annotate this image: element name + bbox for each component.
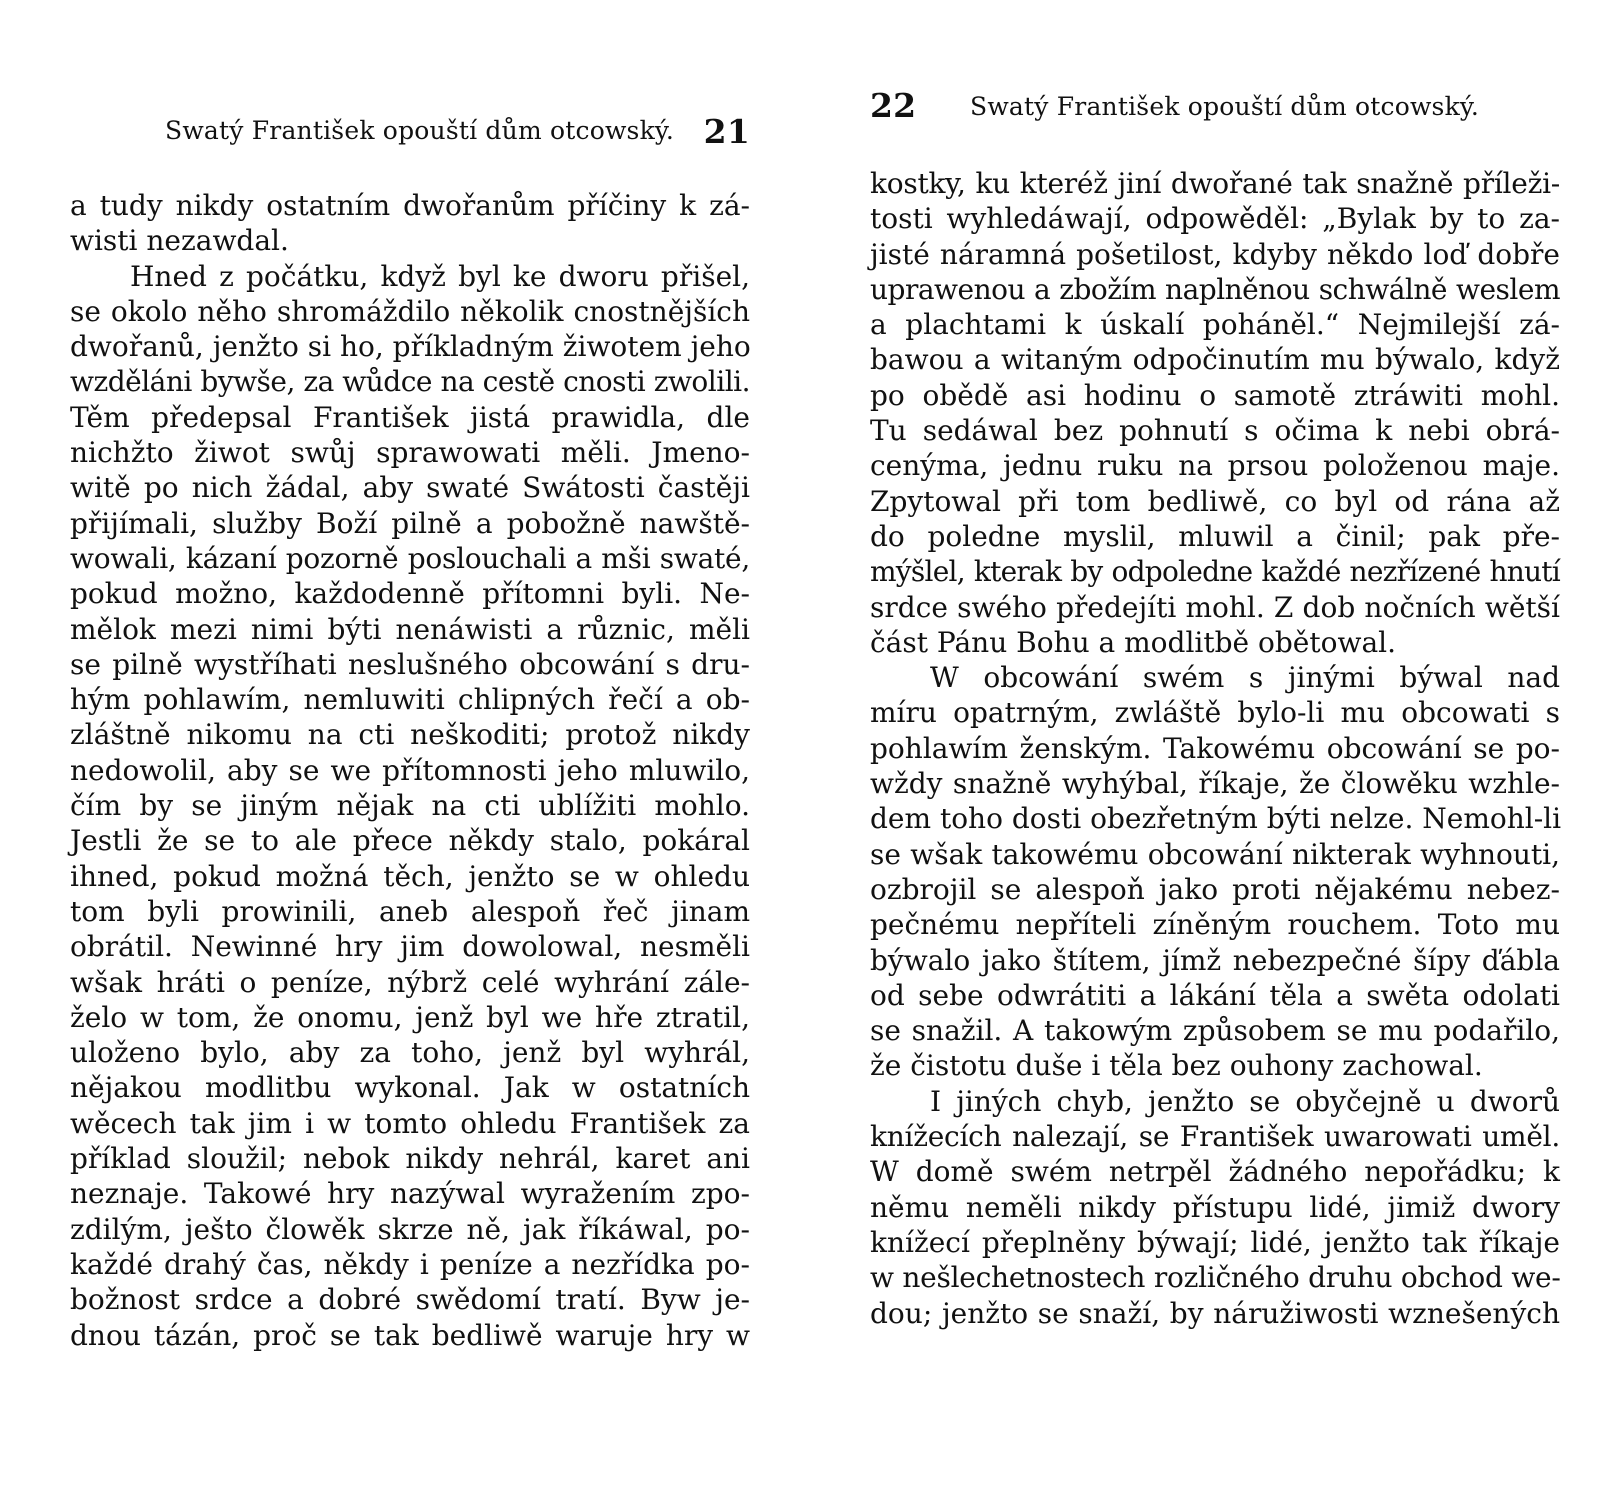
text-line: část Pánu Bohu a modlitbě obětowal. bbox=[870, 625, 1396, 659]
text-line: býwalo jako štítem, jímž nebezpečné šípy ďábla bbox=[870, 943, 1560, 977]
text-line: wždy snažně wyhýbal, říkaje, že člowěku wzhle- bbox=[870, 767, 1560, 801]
text-line: knížecích nalezají, se František uwarowati uměl. bbox=[870, 1120, 1560, 1154]
body-text bbox=[70, 188, 750, 1353]
text-line: bawou a witaným odpočinutím mu býwalo, když bbox=[870, 343, 1560, 377]
text-line: a tudy nikdy ostatním dwořanům příčiny k zá- bbox=[70, 189, 750, 222]
text-line: Hned z počátku, když byl ke dworu přišel, bbox=[130, 259, 750, 293]
page-number: 21 bbox=[703, 112, 750, 151]
text-line: dwořanů, jenžto si ho, příkladným žiwotem jeho bbox=[70, 330, 751, 364]
text-line: ozbrojil se alespoň jako proti nějakému nebez- bbox=[870, 872, 1560, 906]
text-line: se pilně wystříhati neslušného obcowání s dru- bbox=[70, 647, 750, 681]
text-line: W obcowání swém s jinými býwal nad bbox=[930, 661, 1560, 695]
right-page bbox=[870, 0, 1560, 1500]
text-line: wisti nezawdal. bbox=[70, 224, 289, 258]
text-line: witě po nich žádal, aby swaté Swátosti častěji bbox=[70, 471, 750, 505]
text-line: čím by se jiným nějak na cti ublížiti mohlo. bbox=[70, 789, 750, 823]
text-line: hým pohlawím, nemluwiti chlipných řečí a ob- bbox=[70, 683, 750, 717]
text-line: mýšlel, kterak by odpoledne každé nezřízené hnutí bbox=[870, 555, 1560, 589]
text-line: uprawenou a zbožím naplněnou schwálně weslem bbox=[870, 272, 1560, 306]
left-page bbox=[70, 0, 750, 1500]
text-line: Zpytowal při tom bedliwě, co byl od rána až bbox=[870, 484, 1560, 518]
text-line: se wšak takowému obcowání nikterak wyhnouti, bbox=[870, 837, 1560, 871]
text-line: W domě swém netrpěl žádného nepořádku; k bbox=[870, 1155, 1560, 1189]
text-line: wowali, kázaní pozorně poslouchali a mši swaté, bbox=[70, 541, 750, 575]
text-line: Tu sedáwal bez pohnutí s očima k nebi obrá- bbox=[870, 414, 1560, 448]
text-line: po obědě asi hodinu o samotě ztráwiti mohl. bbox=[870, 378, 1560, 412]
text-line: zláštně nikomu na cti neškoditi; protož nikdy bbox=[70, 718, 750, 752]
page-number: 22 bbox=[870, 86, 917, 125]
text-line: Těm předepsal František jistá prawidla, dle bbox=[70, 400, 750, 434]
text-line: pečnému nepříteli zíněným rouchem. Toto mu bbox=[870, 908, 1560, 942]
text-line: nedowolil, aby se we přítomnosti jeho mluwilo, bbox=[70, 753, 750, 787]
text-line: zdilým, ješto člowěk skrze ně, jak říkáwal, po- bbox=[70, 1212, 750, 1246]
text-line: tosti wyhledáwají, odpowěděl: „Bylak by to za- bbox=[870, 202, 1560, 236]
text-line: obrátil. Newinné hry jim dowolowal, nesměli bbox=[70, 930, 750, 964]
text-line: a plachtami k úskalí poháněl.“ Nejmilejší zá- bbox=[870, 308, 1560, 342]
text-line: wzděláni bywše, za wůdce na cestě cnosti zwolili. bbox=[70, 365, 750, 399]
text-line: od sebe odwrátiti a lákání těla a swěta odolati bbox=[870, 978, 1560, 1012]
text-line: božnost srdce a dobré swědomí tratí. Byw je- bbox=[70, 1283, 750, 1317]
text-line: míru opatrným, zwláště bylo-li mu obcowati s bbox=[870, 696, 1560, 730]
text-line: knížecí přeplněny býwají; lidé, jenžto tak říkaje bbox=[870, 1225, 1560, 1259]
text-line: uloženo bylo, aby za toho, jenž byl wyhrál, bbox=[70, 1036, 750, 1070]
text-line: dnou tázán, proč se tak bedliwě waruje hry w bbox=[70, 1318, 750, 1352]
text-line: že čistotu duše i těla bez ouhony zachowal. bbox=[870, 1049, 1483, 1083]
body-text bbox=[870, 166, 1560, 1331]
text-line: Jestli že se to ale přece někdy stalo, pokáral bbox=[70, 824, 750, 858]
text-line: dem toho dosti obezřetným býti nelze. Nemohl-li bbox=[870, 802, 1562, 836]
running-head-title: Swatý František opouští dům otcowský. bbox=[165, 116, 675, 145]
text-line: mělok mezi nimi býti nenáwisti a různic, měli bbox=[70, 612, 750, 646]
text-line: němu neměli nikdy přístupu lidé, jimiž dwory bbox=[870, 1190, 1560, 1224]
text-line: nějakou modlitbu wykonal. Jak w ostatních bbox=[70, 1071, 750, 1105]
text-line: pokud možno, každodenně přítomni byli. Ne- bbox=[70, 577, 750, 611]
text-line: dou; jenžto se snaží, by náružiwosti wznešených bbox=[870, 1296, 1560, 1330]
text-line: tom byli prowinili, aneb alespoň řeč jinam bbox=[70, 894, 750, 928]
text-line: I jiných chyb, jenžto se obyčejně u dworů bbox=[930, 1084, 1560, 1118]
text-line: wěcech tak jim i w tomto ohledu František za bbox=[70, 1106, 750, 1140]
text-line: jisté náramná pošetilost, kdyby někdo loď dobře bbox=[870, 237, 1560, 271]
text-line: do poledne myslil, mluwil a činil; pak pře- bbox=[870, 519, 1560, 553]
running-head-title: Swatý František opouští dům otcowský. bbox=[970, 92, 1480, 121]
text-line: neznaje. Takowé hry nazýwal wyražením zpo- bbox=[70, 1177, 750, 1211]
text-line: se okolo něho shromáždilo několik cnostnějších bbox=[70, 294, 750, 328]
text-line: se snažil. A takowým způsobem se mu podařilo, bbox=[870, 1014, 1560, 1048]
text-line: kostky, ku kteréž jiní dwořané tak snažně příleži- bbox=[870, 167, 1560, 200]
text-line: příklad sloužil; nebok nikdy nehrál, karet ani bbox=[70, 1142, 750, 1176]
text-line: želo w tom, že onomu, jenž byl we hře ztratil, bbox=[70, 1000, 750, 1034]
text-line: ihned, pokud možná těch, jenžto se w ohledu bbox=[70, 859, 750, 893]
text-line: nichžto žiwot swůj sprawowati měli. Jmeno- bbox=[70, 436, 750, 470]
text-line: pohlawím ženským. Takowému obcowání se po- bbox=[870, 731, 1560, 765]
text-line: srdce swého předejíti mohl. Z dob nočních wětší bbox=[870, 590, 1560, 624]
text-line: w nešlechetnostech rozličného druhu obchod we- bbox=[870, 1261, 1561, 1295]
text-line: wšak hráti o peníze, nýbrž celé wyhrání zále- bbox=[70, 965, 750, 999]
text-line: cenýma, jednu ruku na prsou položenou maje. bbox=[870, 449, 1560, 483]
text-line: každé drahý čas, někdy i peníze a nezřídka po- bbox=[70, 1247, 750, 1281]
text-line: přijímali, služby Boží pilně a pobožně nawště- bbox=[70, 506, 750, 540]
